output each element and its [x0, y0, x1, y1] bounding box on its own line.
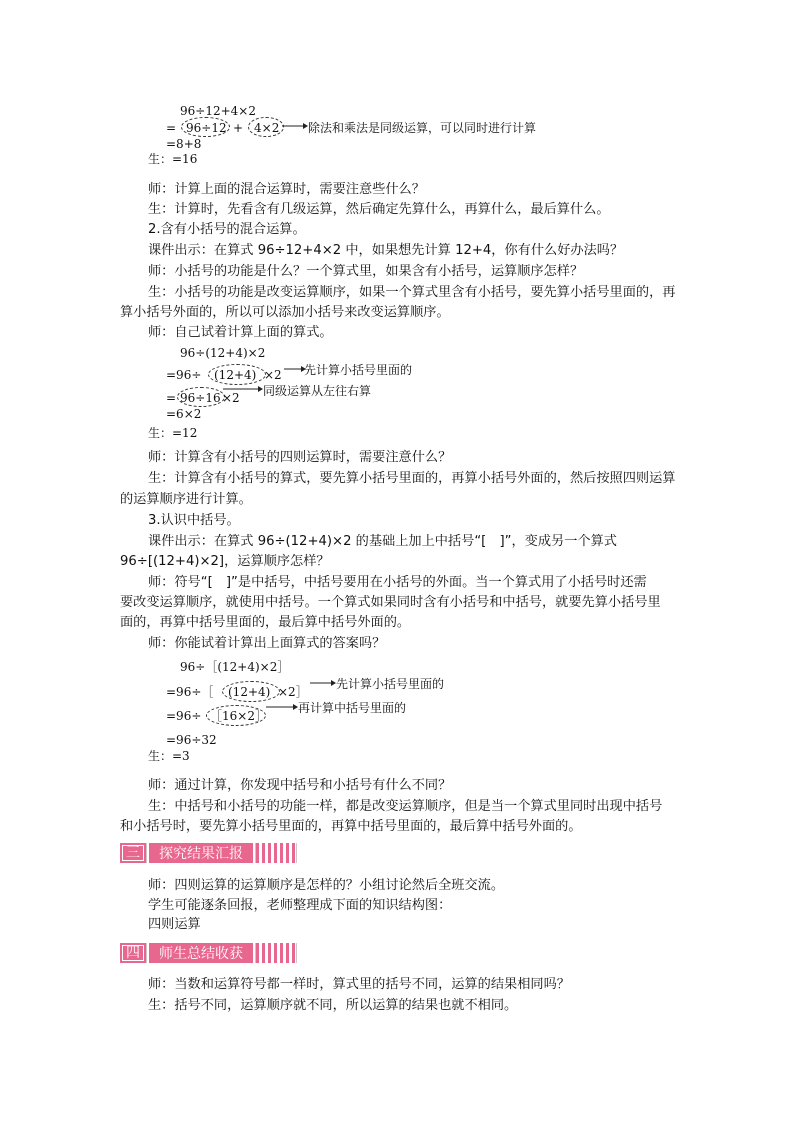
teacher-question-3: 师：计算含有小括号的四则运算时，需要注意什么？	[148, 450, 452, 465]
note-line: 学生可能逐条回报，老师整理成下面的知识结构图：	[148, 898, 452, 913]
student-answer-3b: 的运算顺序进行计算。	[120, 492, 252, 507]
student-answer-6: 生：括号不同，运算顺序就不同，所以运算的结果也就不相同。	[148, 998, 518, 1013]
arrow-icon	[310, 678, 336, 688]
calc1-part-a: 96÷12	[186, 121, 227, 135]
teacher-question-5: 师：通过计算，你发现中括号和小括号有什么不同？	[148, 778, 452, 793]
calc2-post-b: ×2	[222, 391, 240, 405]
calc3-part-b: ［16×2］	[210, 709, 267, 723]
teacher-question-2: 师：小括号的功能是什么？一个算式里，如果含有小括号，运算顺序怎样？	[148, 264, 584, 279]
calc2-note-2: 同级运算从左往右算	[263, 384, 372, 398]
section-header-4	[120, 943, 300, 963]
section-number-3: 三	[120, 843, 146, 863]
teacher-question-6: 师：当数和运算符号都一样时，算式里的括号不同，运算的结果相同吗？	[148, 977, 570, 992]
section-title-3: 探究结果汇报	[149, 843, 253, 863]
teacher-explain-c: 面的，再算中括号里面的，最后算中括号外面的。	[120, 615, 411, 630]
calc2-post: ×2	[264, 368, 282, 382]
teacher-explain-b: 要改变运算顺序，就使用中括号。一个算式如果同时含有小括号和中括号，就要先算小括号里	[120, 595, 661, 610]
section-decoration	[256, 843, 296, 863]
student-answer-2a: 生：小括号的功能是改变运算顺序，如果一个算式里含有小括号，要先算小括号里面的，再	[148, 285, 676, 300]
student-answer-3a: 生：计算含有小括号的算式，要先算小括号里面的，再算小括号外面的，然后按照四则运算	[148, 471, 676, 486]
calc3-post: ×2］	[278, 685, 308, 699]
teacher-question-4: 师：你能试着计算出上面算式的答案吗？	[148, 636, 386, 651]
section-decoration	[256, 943, 296, 963]
calc2-note-1: 先计算小括号里面的	[304, 363, 413, 377]
arrow-icon	[284, 364, 306, 374]
student-answer-1: 生：计算时，先看含有几级运算，然后确定先算什么，再算什么，最后算什么。	[148, 202, 610, 217]
calc3-pre-b: =96÷	[166, 709, 202, 723]
calc3-note-2: 再计算中括号里面的	[298, 701, 407, 715]
teacher-explain-a: 师：符号“[ ]”是中括号，中括号要用在小括号的外面。当一个算式用了小括号时还需	[148, 575, 647, 590]
calc3-note-1: 先计算小括号里面的	[336, 677, 445, 691]
calc1-line1: 96÷12+4×2	[180, 104, 256, 118]
courseware-2a: 课件出示：在算式 96÷(12+4)×2 的基础上加上中括号“[ ]”，变成另一个算式	[148, 534, 617, 549]
calc1-note: 除法和乘法是同级运算，可以同时进行计算	[308, 121, 537, 135]
calc2-part-b: 96÷16	[180, 391, 221, 405]
subheading-3: 3.认识中括号。	[148, 513, 240, 528]
calc2-pre: =96÷	[166, 368, 202, 382]
calc3-part-a: (12+4)	[228, 685, 271, 699]
calc1-plus: +	[233, 121, 244, 135]
section-number-4: 四	[120, 943, 146, 963]
arrow-icon	[282, 121, 308, 131]
calc1-line3: =8+8	[166, 137, 202, 151]
calc1-part-b: 4×2	[254, 121, 280, 135]
arrow-icon	[266, 702, 298, 712]
teacher-prompt-2: 师：四则运算的运算顺序是怎样的？小组讨论然后全班交流。	[148, 878, 505, 893]
teacher-question-1: 师：计算上面的混合运算时，需要注意些什么？	[148, 182, 425, 197]
student-answer-2b: 算小括号外面的，所以可以添加小括号来改变运算顺序。	[120, 305, 450, 320]
student-answer-5a: 生：中括号和小括号的功能一样，都是改变运算顺序，但是当一个算式里同时出现中括号	[148, 799, 663, 814]
calc1-eq: =	[166, 121, 177, 135]
calc1-answer: 生：=16	[148, 152, 198, 166]
calc3-line4: =96÷32	[166, 733, 217, 747]
teacher-prompt-1: 师：自己试着计算上面的算式。	[148, 325, 333, 340]
arrow-icon	[223, 384, 263, 394]
structure-title: 四则运算	[148, 917, 201, 932]
calc3-answer: 生：=3	[148, 749, 190, 763]
section-title-4: 师生总结收获	[149, 943, 253, 963]
student-answer-5b: 和小括号时，要先算小括号里面的，再算中括号里面的，最后算中括号外面的。	[120, 819, 582, 834]
calc3-line1: 96÷［(12+4)×2］	[180, 660, 290, 674]
calc3-pre: =96÷［	[166, 685, 214, 699]
calc2-eq: =	[166, 391, 177, 405]
calc2-answer: 生：=12	[148, 426, 198, 440]
calc2-part-a: (12+4)	[214, 368, 257, 382]
section-header-3	[120, 843, 300, 863]
courseware-2b: 96÷[(12+4)×2]，运算顺序怎样？	[120, 554, 330, 569]
calc2-line1: 96÷(12+4)×2	[180, 346, 266, 360]
subheading-2: 2.含有小括号的混合运算。	[148, 222, 306, 237]
calc2-line4: =6×2	[166, 407, 202, 421]
courseware-1: 课件出示：在算式 96÷12+4×2 中，如果想先计算 12+4，你有什么好办法吗？	[148, 243, 624, 258]
